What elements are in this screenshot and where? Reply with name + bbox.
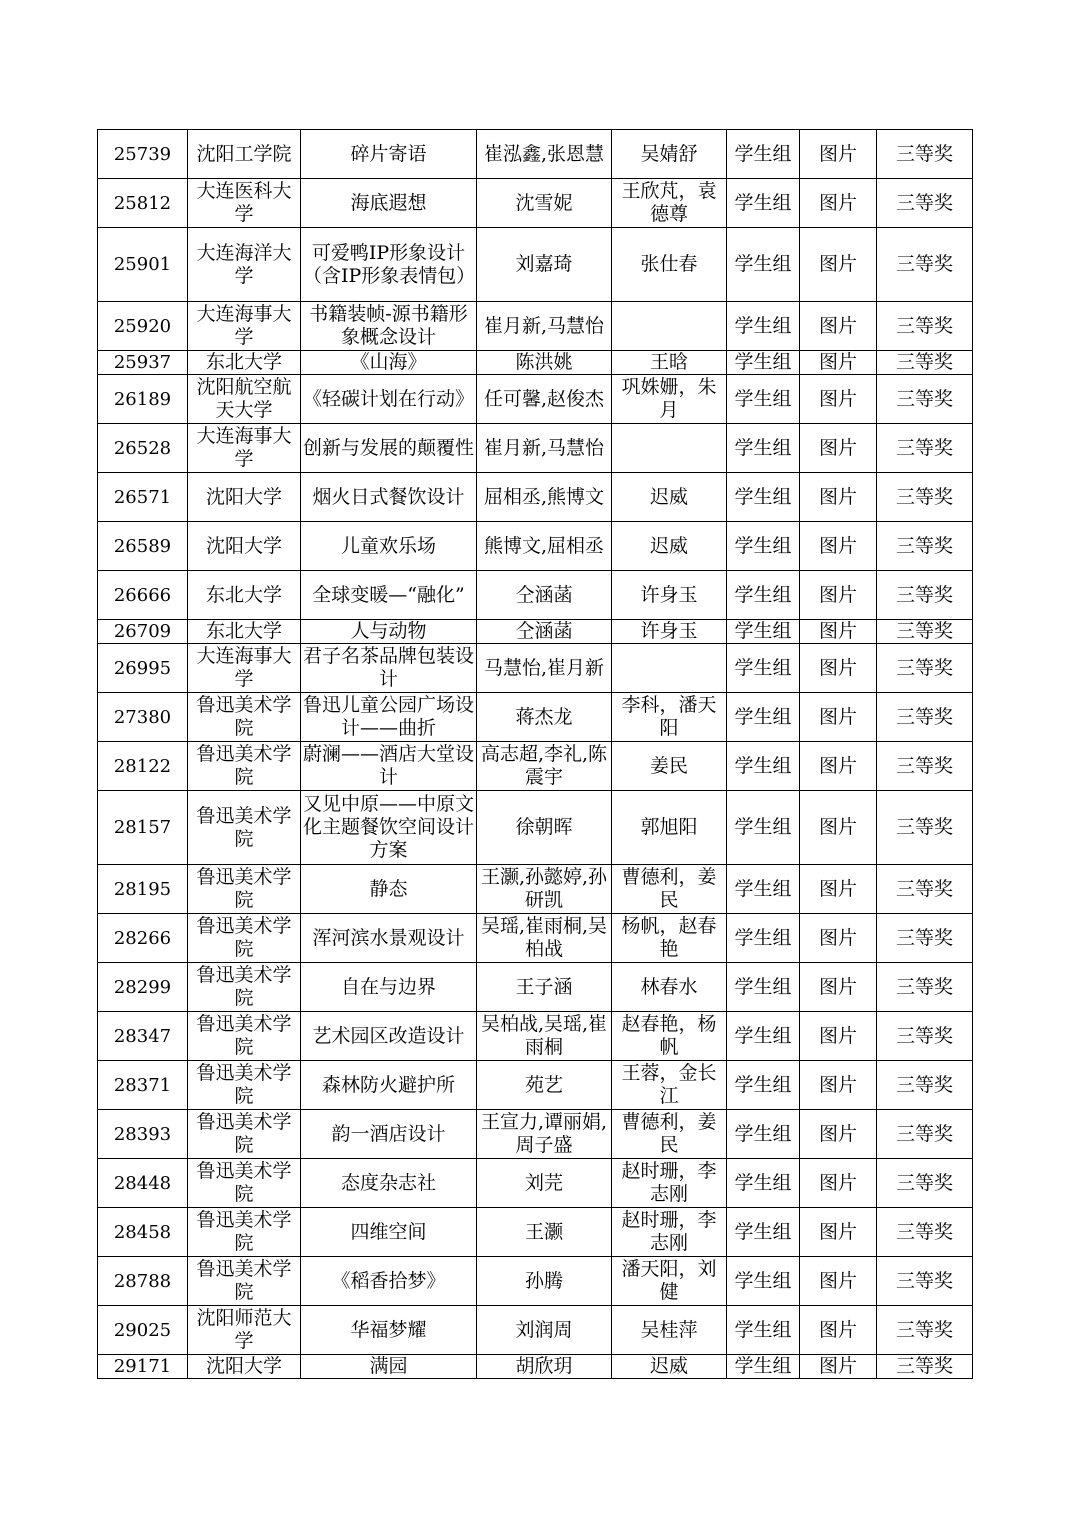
cell-advisor: 潘天阳，刘健 [612, 1257, 727, 1306]
cell-award: 三等奖 [877, 620, 973, 644]
cell-award: 三等奖 [877, 1061, 973, 1110]
cell-award: 三等奖 [877, 351, 973, 375]
cell-group: 学生组 [727, 791, 800, 865]
cell-type: 图片 [800, 1110, 877, 1159]
cell-group: 学生组 [727, 571, 800, 620]
cell-group: 学生组 [727, 130, 800, 179]
table-row [98, 375, 973, 424]
cell-authors: 高志超,李礼,陈震宇 [477, 742, 612, 791]
cell-id: 25901 [98, 228, 188, 302]
cell-type: 图片 [800, 571, 877, 620]
cell-id: 28299 [98, 963, 188, 1012]
cell-group: 学生组 [727, 522, 800, 571]
cell-type: 图片 [800, 1355, 877, 1379]
cell-school: 鲁迅美术学院 [188, 1110, 301, 1159]
cell-award: 三等奖 [877, 963, 973, 1012]
cell-group: 学生组 [727, 1061, 800, 1110]
awards-table [97, 129, 973, 1379]
cell-group: 学生组 [727, 865, 800, 914]
table-row [98, 1012, 973, 1061]
table-row [98, 1159, 973, 1208]
cell-title: 又见中原——中原文化主题餐饮空间设计方案 [301, 791, 477, 865]
cell-award: 三等奖 [877, 179, 973, 228]
cell-award: 三等奖 [877, 130, 973, 179]
cell-id: 26666 [98, 571, 188, 620]
cell-group: 学生组 [727, 963, 800, 1012]
cell-school: 沈阳大学 [188, 522, 301, 571]
cell-award: 三等奖 [877, 228, 973, 302]
cell-authors: 崔月新,马慧怡 [477, 302, 612, 351]
cell-type: 图片 [800, 1012, 877, 1061]
cell-school: 鲁迅美术学院 [188, 865, 301, 914]
cell-school: 鲁迅美术学院 [188, 1208, 301, 1257]
cell-authors: 熊博文,屈相丞 [477, 522, 612, 571]
cell-award: 三等奖 [877, 1306, 973, 1355]
cell-title: 可爱鸭IP形象设计（含IP形象表情包） [301, 228, 477, 302]
cell-title: 浑河滨水景观设计 [301, 914, 477, 963]
cell-advisor: 林春水 [612, 963, 727, 1012]
cell-group: 学生组 [727, 473, 800, 522]
cell-advisor: 曹德利，姜民 [612, 1110, 727, 1159]
cell-id: 28448 [98, 1159, 188, 1208]
cell-title: 书籍装帧-源书籍形象概念设计 [301, 302, 477, 351]
cell-advisor: 迟威 [612, 473, 727, 522]
cell-award: 三等奖 [877, 1012, 973, 1061]
cell-authors: 任可馨,赵俊杰 [477, 375, 612, 424]
cell-id: 25937 [98, 351, 188, 375]
cell-id: 26709 [98, 620, 188, 644]
table-row [98, 1208, 973, 1257]
cell-school: 鲁迅美术学院 [188, 1012, 301, 1061]
cell-id: 28157 [98, 791, 188, 865]
cell-id: 28347 [98, 1012, 188, 1061]
cell-authors: 屈相丞,熊博文 [477, 473, 612, 522]
cell-group: 学生组 [727, 693, 800, 742]
cell-type: 图片 [800, 473, 877, 522]
cell-title: 蔚澜——酒店大堂设计 [301, 742, 477, 791]
cell-authors: 胡欣玥 [477, 1355, 612, 1379]
cell-type: 图片 [800, 302, 877, 351]
cell-type: 图片 [800, 522, 877, 571]
cell-id: 28393 [98, 1110, 188, 1159]
cell-school: 鲁迅美术学院 [188, 914, 301, 963]
cell-id: 28371 [98, 1061, 188, 1110]
table-row [98, 1355, 973, 1379]
cell-title: 君子名茶品牌包装设计 [301, 644, 477, 693]
cell-advisor: 姜民 [612, 742, 727, 791]
table-row [98, 742, 973, 791]
cell-school: 沈阳大学 [188, 1355, 301, 1379]
cell-school: 沈阳航空航天大学 [188, 375, 301, 424]
cell-id: 26589 [98, 522, 188, 571]
cell-title: 华福梦耀 [301, 1306, 477, 1355]
cell-advisor: 王蓉，金长江 [612, 1061, 727, 1110]
table-row [98, 1306, 973, 1355]
cell-advisor: 吴婧舒 [612, 130, 727, 179]
cell-authors: 苑艺 [477, 1061, 612, 1110]
cell-advisor [612, 424, 727, 473]
table-row [98, 914, 973, 963]
cell-authors: 蒋杰龙 [477, 693, 612, 742]
cell-id: 29171 [98, 1355, 188, 1379]
cell-school: 沈阳师范大学 [188, 1306, 301, 1355]
cell-authors: 刘芫 [477, 1159, 612, 1208]
cell-authors: 王灏,孙懿婷,孙研凯 [477, 865, 612, 914]
cell-advisor: 赵时珊，李志刚 [612, 1208, 727, 1257]
cell-group: 学生组 [727, 742, 800, 791]
cell-advisor: 许身玉 [612, 620, 727, 644]
cell-group: 学生组 [727, 1110, 800, 1159]
cell-award: 三等奖 [877, 522, 973, 571]
cell-id: 28122 [98, 742, 188, 791]
cell-group: 学生组 [727, 375, 800, 424]
cell-title: 烟火日式餐饮设计 [301, 473, 477, 522]
cell-id: 27380 [98, 693, 188, 742]
cell-title: 碎片寄语 [301, 130, 477, 179]
cell-advisor: 赵春艳，杨帆 [612, 1012, 727, 1061]
cell-group: 学生组 [727, 424, 800, 473]
cell-title: 《轻碳计划在行动》 [301, 375, 477, 424]
cell-id: 29025 [98, 1306, 188, 1355]
cell-award: 三等奖 [877, 693, 973, 742]
table-row [98, 1257, 973, 1306]
cell-id: 26995 [98, 644, 188, 693]
cell-advisor [612, 302, 727, 351]
cell-award: 三等奖 [877, 1110, 973, 1159]
cell-type: 图片 [800, 963, 877, 1012]
cell-title: 儿童欢乐场 [301, 522, 477, 571]
cell-type: 图片 [800, 1061, 877, 1110]
cell-advisor: 巩姝姗，朱月 [612, 375, 727, 424]
cell-group: 学生组 [727, 228, 800, 302]
cell-type: 图片 [800, 1257, 877, 1306]
table-row [98, 1061, 973, 1110]
cell-title: 满园 [301, 1355, 477, 1379]
cell-award: 三等奖 [877, 571, 973, 620]
cell-type: 图片 [800, 179, 877, 228]
cell-school: 大连医科大学 [188, 179, 301, 228]
cell-authors: 仝涵菡 [477, 620, 612, 644]
cell-group: 学生组 [727, 1159, 800, 1208]
cell-authors: 沈雪妮 [477, 179, 612, 228]
cell-type: 图片 [800, 1159, 877, 1208]
cell-school: 鲁迅美术学院 [188, 1159, 301, 1208]
cell-award: 三等奖 [877, 424, 973, 473]
cell-id: 26528 [98, 424, 188, 473]
table-row [98, 865, 973, 914]
cell-title: 《稻香拾梦》 [301, 1257, 477, 1306]
cell-award: 三等奖 [877, 375, 973, 424]
cell-title: 鲁迅儿童公园广场设计——曲折 [301, 693, 477, 742]
cell-school: 鲁迅美术学院 [188, 742, 301, 791]
cell-school: 沈阳工学院 [188, 130, 301, 179]
table-row [98, 693, 973, 742]
cell-advisor: 迟威 [612, 522, 727, 571]
cell-school: 鲁迅美术学院 [188, 1257, 301, 1306]
cell-type: 图片 [800, 742, 877, 791]
cell-group: 学生组 [727, 1208, 800, 1257]
cell-award: 三等奖 [877, 1355, 973, 1379]
cell-advisor [612, 644, 727, 693]
cell-authors: 仝涵菡 [477, 571, 612, 620]
table-row [98, 571, 973, 620]
cell-type: 图片 [800, 644, 877, 693]
cell-award: 三等奖 [877, 644, 973, 693]
cell-school: 鲁迅美术学院 [188, 791, 301, 865]
cell-id: 28195 [98, 865, 188, 914]
cell-title: 森林防火避护所 [301, 1061, 477, 1110]
cell-type: 图片 [800, 865, 877, 914]
cell-advisor: 曹德利，姜民 [612, 865, 727, 914]
cell-group: 学生组 [727, 1306, 800, 1355]
cell-group: 学生组 [727, 302, 800, 351]
cell-group: 学生组 [727, 179, 800, 228]
cell-type: 图片 [800, 375, 877, 424]
cell-school: 大连海事大学 [188, 644, 301, 693]
cell-group: 学生组 [727, 644, 800, 693]
cell-title: 《山海》 [301, 351, 477, 375]
cell-id: 28458 [98, 1208, 188, 1257]
cell-award: 三等奖 [877, 1257, 973, 1306]
cell-school: 东北大学 [188, 571, 301, 620]
cell-school: 东北大学 [188, 351, 301, 375]
cell-type: 图片 [800, 693, 877, 742]
cell-award: 三等奖 [877, 1159, 973, 1208]
cell-title: 韵一酒店设计 [301, 1110, 477, 1159]
cell-school: 东北大学 [188, 620, 301, 644]
cell-type: 图片 [800, 351, 877, 375]
cell-id: 28788 [98, 1257, 188, 1306]
table-row [98, 644, 973, 693]
cell-award: 三等奖 [877, 302, 973, 351]
table-row [98, 351, 973, 375]
cell-id: 25920 [98, 302, 188, 351]
cell-title: 人与动物 [301, 620, 477, 644]
cell-school: 鲁迅美术学院 [188, 963, 301, 1012]
cell-advisor: 许身玉 [612, 571, 727, 620]
cell-advisor: 王欣芃，袁德尊 [612, 179, 727, 228]
cell-title: 态度杂志社 [301, 1159, 477, 1208]
cell-group: 学生组 [727, 620, 800, 644]
cell-authors: 徐朝晖 [477, 791, 612, 865]
cell-advisor: 吴桂萍 [612, 1306, 727, 1355]
cell-advisor: 迟威 [612, 1355, 727, 1379]
table-row [98, 130, 973, 179]
cell-type: 图片 [800, 914, 877, 963]
cell-title: 艺术园区改造设计 [301, 1012, 477, 1061]
cell-school: 沈阳大学 [188, 473, 301, 522]
cell-award: 三等奖 [877, 914, 973, 963]
cell-id: 28266 [98, 914, 188, 963]
table-row [98, 963, 973, 1012]
table-row [98, 302, 973, 351]
cell-school: 大连海洋大学 [188, 228, 301, 302]
table-row [98, 1110, 973, 1159]
cell-award: 三等奖 [877, 791, 973, 865]
cell-authors: 王子涵 [477, 963, 612, 1012]
cell-authors: 吴柏战,吴瑶,崔雨桐 [477, 1012, 612, 1061]
cell-advisor: 张仕春 [612, 228, 727, 302]
table-row [98, 228, 973, 302]
cell-id: 26571 [98, 473, 188, 522]
cell-authors: 陈洪姚 [477, 351, 612, 375]
cell-authors: 刘润周 [477, 1306, 612, 1355]
cell-type: 图片 [800, 424, 877, 473]
cell-title: 海底遐想 [301, 179, 477, 228]
cell-title: 静态 [301, 865, 477, 914]
cell-type: 图片 [800, 130, 877, 179]
table-row [98, 620, 973, 644]
cell-school: 大连海事大学 [188, 424, 301, 473]
cell-id: 26189 [98, 375, 188, 424]
cell-id: 25812 [98, 179, 188, 228]
cell-type: 图片 [800, 791, 877, 865]
cell-group: 学生组 [727, 914, 800, 963]
cell-school: 大连海事大学 [188, 302, 301, 351]
cell-award: 三等奖 [877, 865, 973, 914]
cell-group: 学生组 [727, 351, 800, 375]
cell-authors: 崔月新,马慧怡 [477, 424, 612, 473]
cell-advisor: 杨帆，赵春艳 [612, 914, 727, 963]
cell-authors: 孙腾 [477, 1257, 612, 1306]
cell-authors: 刘嘉琦 [477, 228, 612, 302]
cell-award: 三等奖 [877, 473, 973, 522]
cell-authors: 王灏 [477, 1208, 612, 1257]
table-row [98, 179, 973, 228]
cell-school: 鲁迅美术学院 [188, 1061, 301, 1110]
cell-title: 自在与边界 [301, 963, 477, 1012]
cell-award: 三等奖 [877, 1208, 973, 1257]
table-row [98, 522, 973, 571]
cell-group: 学生组 [727, 1012, 800, 1061]
cell-title: 四维空间 [301, 1208, 477, 1257]
cell-title: 创新与发展的颠覆性 [301, 424, 477, 473]
cell-type: 图片 [800, 1306, 877, 1355]
cell-type: 图片 [800, 228, 877, 302]
cell-advisor: 李科，潘天阳 [612, 693, 727, 742]
table-row [98, 473, 973, 522]
cell-title: 全球变暖—“融化” [301, 571, 477, 620]
cell-advisor: 郭旭阳 [612, 791, 727, 865]
table-row [98, 791, 973, 865]
cell-school: 鲁迅美术学院 [188, 693, 301, 742]
cell-advisor: 赵时珊，李志刚 [612, 1159, 727, 1208]
cell-group: 学生组 [727, 1257, 800, 1306]
cell-advisor: 王晗 [612, 351, 727, 375]
cell-authors: 王宣力,谭丽娟,周子盛 [477, 1110, 612, 1159]
cell-award: 三等奖 [877, 742, 973, 791]
cell-authors: 马慧怡,崔月新 [477, 644, 612, 693]
cell-type: 图片 [800, 1208, 877, 1257]
cell-authors: 崔泓鑫,张恩慧 [477, 130, 612, 179]
cell-group: 学生组 [727, 1355, 800, 1379]
cell-authors: 吴瑶,崔雨桐,吴柏战 [477, 914, 612, 963]
cell-type: 图片 [800, 620, 877, 644]
table-row [98, 424, 973, 473]
cell-id: 25739 [98, 130, 188, 179]
